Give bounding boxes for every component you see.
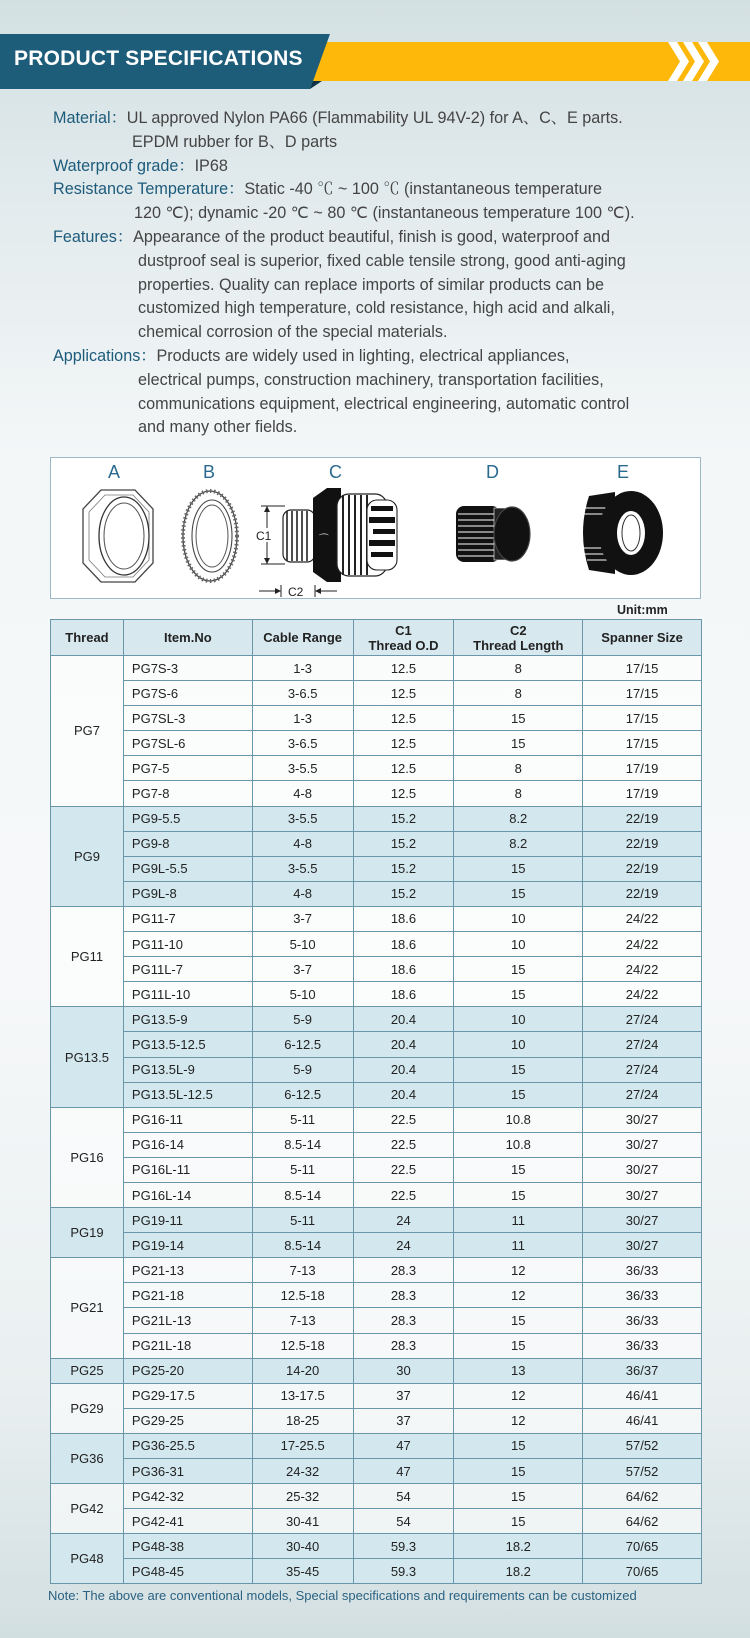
spec-label: Resistance Temperature： — [53, 180, 245, 199]
spanner-size-cell: 24/22 — [583, 932, 702, 957]
spanner-size-cell: 36/33 — [583, 1283, 702, 1308]
cable-range-cell: 8.5-14 — [252, 1182, 353, 1207]
c2-cell: 15 — [454, 957, 583, 982]
c2-cell: 18.2 — [454, 1559, 583, 1584]
c1-cell: 18.6 — [353, 957, 454, 982]
table-row — [51, 1559, 702, 1584]
item-no-cell: PG7S-3 — [123, 656, 252, 681]
header-c2-desc: Thread Length — [473, 637, 564, 653]
table-row — [51, 756, 702, 781]
thread-cell: PG21 — [51, 1258, 124, 1358]
c1-cell: 12.5 — [353, 731, 454, 756]
c2-cell: 12 — [454, 1283, 583, 1308]
spec-waterproof — [53, 155, 713, 179]
c1-cell: 28.3 — [353, 1283, 454, 1308]
c1-cell: 28.3 — [353, 1333, 454, 1358]
item-no-cell: PG7-8 — [123, 781, 252, 806]
item-no-cell: PG25-20 — [123, 1358, 252, 1383]
c2-cell: 15 — [454, 982, 583, 1007]
thread-cell: PG16 — [51, 1107, 124, 1207]
c1-cell: 22.5 — [353, 1157, 454, 1182]
c1-cell: 47 — [353, 1459, 454, 1484]
cable-range-cell: 17-25.5 — [252, 1433, 353, 1458]
part-label-c: C — [329, 462, 342, 482]
cable-range-cell: 13-17.5 — [252, 1383, 353, 1408]
item-no-cell: PG29-25 — [123, 1408, 252, 1433]
spanner-size-cell: 24/22 — [583, 906, 702, 931]
c2-cell: 15 — [454, 706, 583, 731]
svg-text:C2: C2 — [288, 585, 304, 599]
part-label-a: A — [108, 462, 121, 482]
cable-range-cell: 3-7 — [252, 957, 353, 982]
item-no-cell: PG16-14 — [123, 1132, 252, 1157]
c1-cell: 30 — [353, 1358, 454, 1383]
c2-cell: 8 — [454, 756, 583, 781]
part-label-b: B — [203, 462, 216, 482]
spanner-size-cell: 24/22 — [583, 982, 702, 1007]
item-no-cell: PG13.5L-12.5 — [123, 1082, 252, 1107]
item-no-cell: PG13.5-12.5 — [123, 1032, 252, 1057]
spec-temperature — [53, 178, 713, 226]
spec-value: Static -40 ℃ ~ 100 ℃ (instantaneous temperature — [244, 180, 603, 199]
item-no-cell: PG36-25.5 — [123, 1433, 252, 1458]
header-spanner-size: Spanner Size — [583, 620, 702, 656]
spec-label: Applications： — [53, 346, 157, 365]
spanner-size-cell: 46/41 — [583, 1408, 702, 1433]
item-no-cell: PG7-5 — [123, 756, 252, 781]
table-row — [51, 1534, 702, 1559]
c2-cell: 15 — [454, 1182, 583, 1207]
spec-value-cont: customized high temperature, cold resistance, high acid and alkali, — [138, 299, 615, 318]
page-title: PRODUCT SPECIFICATIONS — [14, 47, 303, 70]
spanner-size-cell: 17/19 — [583, 756, 702, 781]
table-row — [51, 1383, 702, 1408]
c2-cell: 15 — [454, 856, 583, 881]
c2-cell: 8.2 — [454, 831, 583, 856]
item-no-cell: PG7S-6 — [123, 681, 252, 706]
spanner-size-cell: 64/62 — [583, 1509, 702, 1534]
c2-cell: 10.8 — [454, 1107, 583, 1132]
c1-cell: 15.2 — [353, 806, 454, 831]
item-no-cell: PG9-8 — [123, 831, 252, 856]
table-row — [51, 1208, 702, 1233]
spanner-size-cell: 64/62 — [583, 1484, 702, 1509]
table-row — [51, 856, 702, 881]
thread-cell: PG29 — [51, 1383, 124, 1433]
table-row — [51, 1032, 702, 1057]
spanner-size-cell: 30/27 — [583, 1233, 702, 1258]
spanner-size-cell: 30/27 — [583, 1107, 702, 1132]
c1-cell: 12.5 — [353, 656, 454, 681]
cable-range-cell: 5-10 — [252, 982, 353, 1007]
cable-range-cell: 3-6.5 — [252, 731, 353, 756]
spec-list — [53, 107, 713, 440]
cable-range-cell: 3-5.5 — [252, 756, 353, 781]
header-c1-code: C1 — [395, 622, 412, 638]
c2-cell: 15 — [454, 1057, 583, 1082]
c2-cell: 15 — [454, 1308, 583, 1333]
table-row — [51, 1007, 702, 1032]
item-no-cell: PG21-13 — [123, 1258, 252, 1283]
cable-range-cell: 5-9 — [252, 1057, 353, 1082]
c2-cell: 15 — [454, 1082, 583, 1107]
cable-range-cell: 35-45 — [252, 1559, 353, 1584]
table-row — [51, 706, 702, 731]
thread-cell: PG9 — [51, 806, 124, 906]
spanner-size-cell: 70/65 — [583, 1559, 702, 1584]
parts-diagram — [50, 457, 701, 599]
c1-cell: 12.5 — [353, 781, 454, 806]
table-row — [51, 1283, 702, 1308]
spanner-size-cell: 27/24 — [583, 1082, 702, 1107]
table-row — [51, 982, 702, 1007]
item-no-cell: PG9L-8 — [123, 881, 252, 906]
spec-value: Appearance of the product beautiful, finish is good, waterproof and — [133, 227, 611, 246]
chevrons-icon — [668, 42, 730, 81]
part-label-e: E — [617, 462, 630, 482]
table-row — [51, 831, 702, 856]
table-row — [51, 1157, 702, 1182]
cable-range-cell: 8.5-14 — [252, 1132, 353, 1157]
c2-cell: 15 — [454, 1459, 583, 1484]
c2-cell: 15 — [454, 1333, 583, 1358]
seal-insert-icon — [454, 502, 534, 566]
spanner-size-cell: 36/33 — [583, 1308, 702, 1333]
cable-range-cell: 18-25 — [252, 1408, 353, 1433]
c2-cell: 13 — [454, 1358, 583, 1383]
item-no-cell: PG13.5-9 — [123, 1007, 252, 1032]
item-no-cell: PG42-32 — [123, 1484, 252, 1509]
table-row — [51, 1182, 702, 1207]
spanner-size-cell: 22/19 — [583, 881, 702, 906]
c2-cell: 15 — [454, 1157, 583, 1182]
thread-cell: PG19 — [51, 1208, 124, 1258]
table-row — [51, 1433, 702, 1458]
item-no-cell: PG11L-7 — [123, 957, 252, 982]
spanner-size-cell: 30/27 — [583, 1182, 702, 1207]
c2-cell: 8.2 — [454, 806, 583, 831]
table-row — [51, 1408, 702, 1433]
thread-cell: PG42 — [51, 1484, 124, 1534]
table-row — [51, 1132, 702, 1157]
item-no-cell: PG9L-5.5 — [123, 856, 252, 881]
spec-value-cont: dustproof seal is superior, fixed cable tensile strong, good anti-aging — [138, 251, 626, 270]
table-row — [51, 932, 702, 957]
seal-ring-icon — [180, 488, 240, 584]
cap-nut-icon — [575, 488, 667, 578]
spanner-size-cell: 24/22 — [583, 957, 702, 982]
c1-cell: 24 — [353, 1233, 454, 1258]
c2-cell: 10.8 — [454, 1132, 583, 1157]
spanner-size-cell: 36/33 — [583, 1333, 702, 1358]
spanner-size-cell: 70/65 — [583, 1534, 702, 1559]
item-no-cell: PG11-10 — [123, 932, 252, 957]
spanner-size-cell: 36/33 — [583, 1258, 702, 1283]
header-c2 — [454, 620, 583, 656]
spec-label: Material： — [53, 109, 127, 127]
c1-cell: 20.4 — [353, 1082, 454, 1107]
c2-cell: 12 — [454, 1258, 583, 1283]
cable-range-cell: 4-8 — [252, 831, 353, 856]
table-body — [51, 656, 702, 1584]
spanner-size-cell: 46/41 — [583, 1383, 702, 1408]
thread-cell: PG13.5 — [51, 1007, 124, 1107]
table-row — [51, 1358, 702, 1383]
cable-range-cell: 3-6.5 — [252, 681, 353, 706]
c1-cell: 20.4 — [353, 1057, 454, 1082]
c2-cell: 18.2 — [454, 1534, 583, 1559]
spanner-size-cell: 17/15 — [583, 731, 702, 756]
table-row — [51, 1057, 702, 1082]
cable-range-cell: 1-3 — [252, 656, 353, 681]
table-row — [51, 656, 702, 681]
table-row — [51, 1308, 702, 1333]
unit-label: Unit:mm — [617, 603, 668, 617]
c1-cell: 54 — [353, 1484, 454, 1509]
cable-range-cell: 3-5.5 — [252, 806, 353, 831]
c1-cell: 20.4 — [353, 1032, 454, 1057]
item-no-cell: PG21L-18 — [123, 1333, 252, 1358]
spanner-size-cell: 27/24 — [583, 1032, 702, 1057]
cable-range-cell: 6-12.5 — [252, 1032, 353, 1057]
c1-cell: 15.2 — [353, 831, 454, 856]
cable-range-cell: 14-20 — [252, 1358, 353, 1383]
item-no-cell: PG9-5.5 — [123, 806, 252, 831]
spec-applications — [53, 345, 713, 440]
c1-cell: 28.3 — [353, 1308, 454, 1333]
cable-range-cell: 4-8 — [252, 781, 353, 806]
c2-cell: 8 — [454, 656, 583, 681]
svg-text:C1: C1 — [256, 529, 272, 543]
spec-value-cont: electrical pumps, construction machinery, transportation facilities, — [138, 370, 604, 389]
thread-cell: PG36 — [51, 1433, 124, 1483]
c1-cell: 22.5 — [353, 1182, 454, 1207]
c1-cell: 18.6 — [353, 906, 454, 931]
spanner-size-cell: 30/27 — [583, 1208, 702, 1233]
table-row — [51, 1484, 702, 1509]
c1-cell: 28.3 — [353, 1258, 454, 1283]
header-c1 — [353, 620, 454, 656]
item-no-cell: PG48-38 — [123, 1534, 252, 1559]
table-row — [51, 1459, 702, 1484]
thread-cell: PG25 — [51, 1358, 124, 1383]
header-c1-desc: Thread O.D — [368, 637, 439, 653]
c2-cell: 8 — [454, 781, 583, 806]
item-no-cell: PG11L-10 — [123, 982, 252, 1007]
spanner-size-cell: 17/15 — [583, 656, 702, 681]
table-row — [51, 881, 702, 906]
part-label-d: D — [486, 462, 499, 482]
c1-cell: 15.2 — [353, 881, 454, 906]
item-no-cell: PG7SL-3 — [123, 706, 252, 731]
thread-cell: PG7 — [51, 656, 124, 807]
spec-value-cont: properties. Quality can replace imports of similar products can be — [138, 275, 605, 294]
c2-cell: 15 — [454, 1433, 583, 1458]
item-no-cell: PG29-17.5 — [123, 1383, 252, 1408]
item-no-cell: PG16L-11 — [123, 1157, 252, 1182]
cable-range-cell: 12.5-18 — [252, 1333, 353, 1358]
cable-range-cell: 24-32 — [252, 1459, 353, 1484]
spec-table — [50, 619, 702, 1584]
spanner-size-cell: 30/27 — [583, 1132, 702, 1157]
spanner-size-cell: 27/24 — [583, 1057, 702, 1082]
c2-cell: 12 — [454, 1383, 583, 1408]
c1-cell: 12.5 — [353, 756, 454, 781]
header-c2-code: C2 — [509, 622, 527, 638]
cable-range-cell: 5-11 — [252, 1157, 353, 1182]
spec-value-cont: EPDM rubber for B、D parts — [132, 132, 338, 151]
table-row — [51, 957, 702, 982]
header-item-no: Item.No — [123, 620, 252, 656]
spanner-size-cell: 57/52 — [583, 1459, 702, 1484]
spec-features — [53, 226, 713, 345]
c2-cell: 10 — [454, 1007, 583, 1032]
spanner-size-cell: 17/15 — [583, 706, 702, 731]
spanner-size-cell: 17/15 — [583, 681, 702, 706]
spanner-size-cell: 22/19 — [583, 806, 702, 831]
c2-cell: 15 — [454, 731, 583, 756]
cable-range-cell: 3-7 — [252, 906, 353, 931]
c2-cell: 11 — [454, 1233, 583, 1258]
table-header-row — [51, 620, 702, 656]
spanner-size-cell: 22/19 — [583, 856, 702, 881]
cable-range-cell: 3-5.5 — [252, 856, 353, 881]
table-row — [51, 1509, 702, 1534]
cable-range-cell: 30-40 — [252, 1534, 353, 1559]
cable-range-cell: 1-3 — [252, 706, 353, 731]
c1-cell: 54 — [353, 1509, 454, 1534]
table-row — [51, 1333, 702, 1358]
c1-cell: 37 — [353, 1408, 454, 1433]
table-row — [51, 1107, 702, 1132]
c1-cell: 22.5 — [353, 1132, 454, 1157]
c1-cell: 20.4 — [353, 1007, 454, 1032]
c2-cell: 10 — [454, 906, 583, 931]
cable-range-cell: 5-9 — [252, 1007, 353, 1032]
spec-value: Products are widely used in lighting, electrical appliances, — [156, 346, 570, 365]
cable-range-cell: 12.5-18 — [252, 1283, 353, 1308]
c1-cell: 59.3 — [353, 1534, 454, 1559]
thread-cell: PG11 — [51, 906, 124, 1006]
gland-body-icon — [249, 484, 419, 600]
table-row — [51, 1082, 702, 1107]
item-no-cell: PG16-11 — [123, 1107, 252, 1132]
item-no-cell: PG11-7 — [123, 906, 252, 931]
cable-range-cell: 30-41 — [252, 1509, 353, 1534]
c1-cell: 12.5 — [353, 681, 454, 706]
cable-range-cell: 5-11 — [252, 1208, 353, 1233]
spec-value-cont: 120 ℃); dynamic -20 ℃ ~ 80 ℃ (instantaneous temperature 100 ℃). — [134, 204, 635, 223]
footnote: Note: The above are conventional models, Special specifications and requirements can be customized — [48, 1588, 637, 1603]
c2-cell: 12 — [454, 1408, 583, 1433]
cable-range-cell: 5-11 — [252, 1107, 353, 1132]
item-no-cell: PG48-45 — [123, 1559, 252, 1584]
cable-range-cell: 5-10 — [252, 932, 353, 957]
c1-cell: 59.3 — [353, 1559, 454, 1584]
c1-cell: 18.6 — [353, 982, 454, 1007]
spanner-size-cell: 30/27 — [583, 1157, 702, 1182]
header-cable-range: Cable Range — [252, 620, 353, 656]
c2-cell: 10 — [454, 932, 583, 957]
c1-cell: 18.6 — [353, 932, 454, 957]
item-no-cell: PG7SL-6 — [123, 731, 252, 756]
spanner-size-cell: 36/37 — [583, 1358, 702, 1383]
c1-cell: 12.5 — [353, 706, 454, 731]
table-row — [51, 1233, 702, 1258]
c1-cell: 15.2 — [353, 856, 454, 881]
item-no-cell: PG21L-13 — [123, 1308, 252, 1333]
c1-cell: 37 — [353, 1383, 454, 1408]
cable-range-cell: 4-8 — [252, 881, 353, 906]
table-row — [51, 781, 702, 806]
item-no-cell: PG16L-14 — [123, 1182, 252, 1207]
table-row — [51, 806, 702, 831]
spec-value-cont: chemical corrosion of the special materials. — [138, 323, 448, 342]
locknut-icon — [79, 487, 157, 585]
header-thread: Thread — [51, 620, 124, 656]
item-no-cell: PG19-14 — [123, 1233, 252, 1258]
c1-cell: 24 — [353, 1208, 454, 1233]
c2-cell: 15 — [454, 1509, 583, 1534]
c1-cell: 22.5 — [353, 1107, 454, 1132]
spec-value-cont: communications equipment, electrical engineering, automatic control — [138, 394, 630, 413]
spec-value: UL approved Nylon PA66 (Flammability UL 94V-2) for A、C、E parts. — [126, 109, 623, 127]
c1-cell: 47 — [353, 1433, 454, 1458]
thread-cell: PG48 — [51, 1534, 124, 1584]
section-banner — [0, 34, 750, 90]
cable-range-cell: 25-32 — [252, 1484, 353, 1509]
item-no-cell: PG42-41 — [123, 1509, 252, 1534]
spec-material — [53, 107, 713, 155]
spanner-size-cell: 17/19 — [583, 781, 702, 806]
table-row — [51, 1258, 702, 1283]
spanner-size-cell: 57/52 — [583, 1433, 702, 1458]
c2-cell: 11 — [454, 1208, 583, 1233]
cable-range-cell: 6-12.5 — [252, 1082, 353, 1107]
table-row — [51, 906, 702, 931]
spec-value-cont: and many other fields. — [138, 418, 298, 437]
spec-label: Waterproof grade： — [53, 156, 195, 175]
svg-text:⌒: ⌒ — [317, 534, 327, 545]
cable-range-cell: 7-13 — [252, 1308, 353, 1333]
cable-range-cell: 7-13 — [252, 1258, 353, 1283]
table-row — [51, 731, 702, 756]
cable-range-cell: 8.5-14 — [252, 1233, 353, 1258]
item-no-cell: PG21-18 — [123, 1283, 252, 1308]
c2-cell: 10 — [454, 1032, 583, 1057]
spanner-size-cell: 22/19 — [583, 831, 702, 856]
spec-value: IP68 — [194, 156, 228, 175]
item-no-cell: PG36-31 — [123, 1459, 252, 1484]
spec-label: Features： — [53, 227, 134, 246]
c2-cell: 15 — [454, 881, 583, 906]
item-no-cell: PG19-11 — [123, 1208, 252, 1233]
spanner-size-cell: 27/24 — [583, 1007, 702, 1032]
item-no-cell: PG13.5L-9 — [123, 1057, 252, 1082]
c2-cell: 15 — [454, 1484, 583, 1509]
c2-cell: 8 — [454, 681, 583, 706]
table-row — [51, 681, 702, 706]
